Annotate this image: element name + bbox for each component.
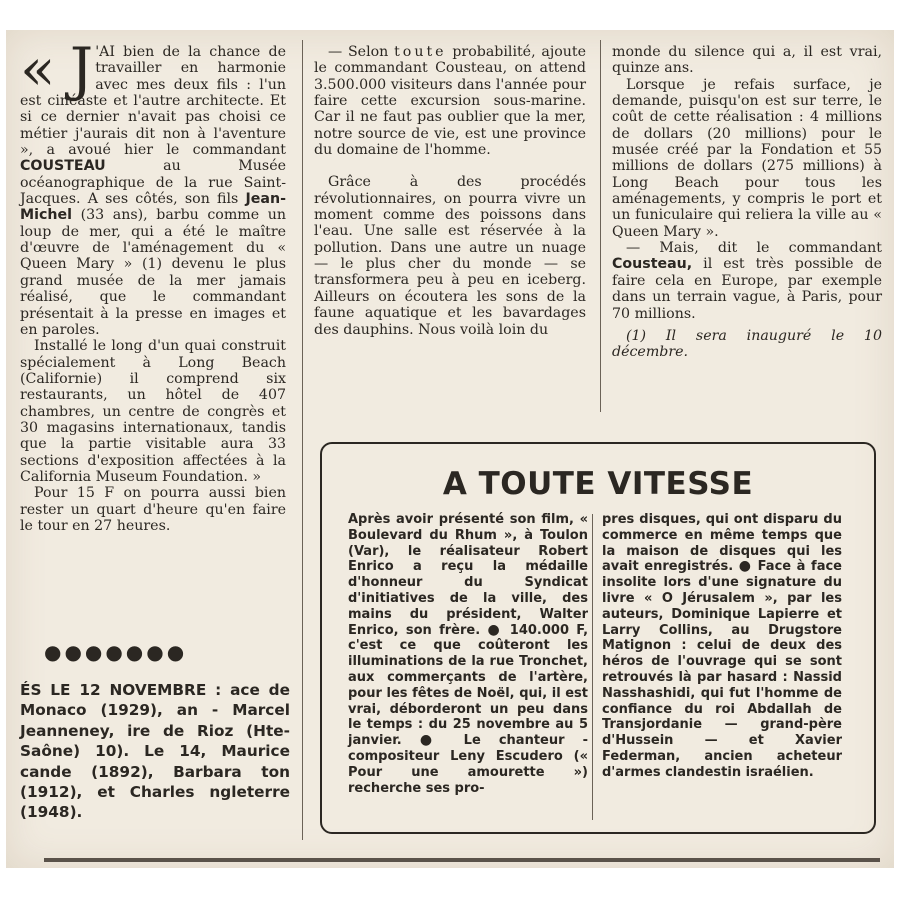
name-jean-michel: Jean-Michel [20, 191, 286, 224]
bullet-icon: ● [738, 558, 753, 575]
paragraph: Pour 15 F on pourra aussi bien rester un quart d'heure qu'en faire le tour en 27 heures. [20, 485, 286, 534]
news-box [320, 442, 876, 834]
box-column-1 [348, 512, 588, 796]
column-divider [302, 40, 303, 840]
article-column-2 [314, 44, 586, 338]
column-divider [600, 40, 601, 412]
bullet-icon: ● [487, 621, 503, 638]
column-divider [592, 514, 593, 820]
separator-dots: ●●●●●●● [44, 640, 188, 664]
bullet-icon: ● [419, 732, 446, 749]
paragraph: Lorsque je refais surface, je demande, puisqu'on est sur terre, le coût de cette réalisation : 4 millions de dollars (20 millions) pour le musée créé par la Fondation et 55 millions de dollars (275 millions) à Long Beach pour tous les aménagements, y compris le port et un funiculaire qui reliera la ville au « Queen Mary ». [612, 76, 882, 240]
paragraph: — Selon toute probabilité, ajoute le commandant Cousteau, on attend 3.500.000 visiteurs dans l'année pour faire cette excursion sous-marine. Car il ne faut pas oublier que la mer, notre source de vie, est une province du domaine de l'homme. [314, 44, 586, 159]
birthdays-text: ÉS LE 12 NOVEMBRE : ace de Monaco (1929), an - Marcel Jeanneney, ire de Rioz (Hte-Saône) 10). Le 14, Maurice cande (1892), Barbara ton (1912), et Charles ngleterre (1948). [20, 681, 290, 822]
lead-paragraph: « J 'AI bien de la chance de travailler en harmonie avec mes deux fils : l'un est cinéaste et l'autre architecte. Et si ce dernier n'avait pas choisi ce métier j'aurais dit non à l'aventure », a avoué hier le commandant COUSTEAU au Musée océanographique de la rue Saint-Jacques. A ses côtés, son fils Jean-Michel (33 ans), barbu comme un loup de mer, qui a été le maître d'œuvre de l'aménagement du « Queen Mary » (1) devenu le plus grand musée de la mer jamais réalisé, que le commandant présentait à la presse en images et en paroles. [20, 35, 287, 338]
paragraph: monde du silence qui a, il est vrai, quinze ans. [612, 44, 882, 77]
box-paragraph: Après avoir présenté son film, « Boulevard du Rhum », à Toulon (Var), le réalisateur Robert Enrico a reçu la médaille d'honneur du Syndicat d'initiatives de la ville, des mains du président, Walter Enrico, son frère. ● 140.000 F, c'est ce que coûteront les illuminations de la rue Tronchet, aux commerçants de l'artère, pour les fêtes de Noël, qui, il est vrai, déborderont un peu dans le temps : du 25 novembre au 5 janvier. ● Le chanteur - compositeur Leny Escudero (« Pour une amourette ») recherche ses pro- [348, 512, 589, 796]
paragraph: Installé le long d'un quai construit spécialement à Long Beach (Californie) il comprend six restaurants, un hôtel de 407 chambres, un centre de congrès et 30 magasins internationaux, tandis que la partie visitable aura 33 sections d'exposition affectées à la California Museum Foundation. » [20, 338, 286, 485]
box-column-2 [602, 512, 842, 781]
paragraph: — Mais, dit le commandant Cousteau, il est très possible de faire cela en Europe, par exemple dans un terrain vague, à Paris, pour 70 millions. [612, 240, 882, 322]
footnote: (1) Il sera inauguré le 10 décembre. [612, 327, 882, 361]
box-title: A TOUTE VITESSE [442, 466, 754, 502]
article-column-1 [20, 35, 287, 534]
drop-cap: « J [20, 35, 92, 103]
paragraph: Grâce à des procédés révolutionnaires, on pourra vivre un moment comme des poissons dans l'eau. Une salle est réservée à la pollution. Dans une autre un nuage — le plus cher du monde — se transformera peu à peu en iceberg. Ailleurs on écoutera les sons de la faune aquatique et les bavardages des dauphins. Nous voilà loin du [314, 174, 586, 338]
birthdays-section [20, 680, 290, 823]
box-paragraph: pres disques, qui ont disparu du commerce en même temps que la maison de disques qui les avait enregistrés. ● Face à face insolite lors d'une signature du livre « O Jérusalem », par les auteurs, Dominique Lapierre et Larry Collins, au Drugstore Matignon : celui de deux des héros de l'ouvrage qui se sont retrouvés là par hasard : Nassid Nasshashidi, qui fut l'homme de confiance du roi Abdallah de Transjordanie — grand-père d'Hussein — et Xavier Federman, ancien acheteur d'armes clandestin israélien. [602, 512, 842, 780]
name-cousteau: COUSTEAU [20, 158, 106, 175]
bottom-rule [44, 858, 880, 862]
name-cousteau: Cousteau, [612, 256, 693, 273]
article-column-3 [612, 44, 882, 361]
